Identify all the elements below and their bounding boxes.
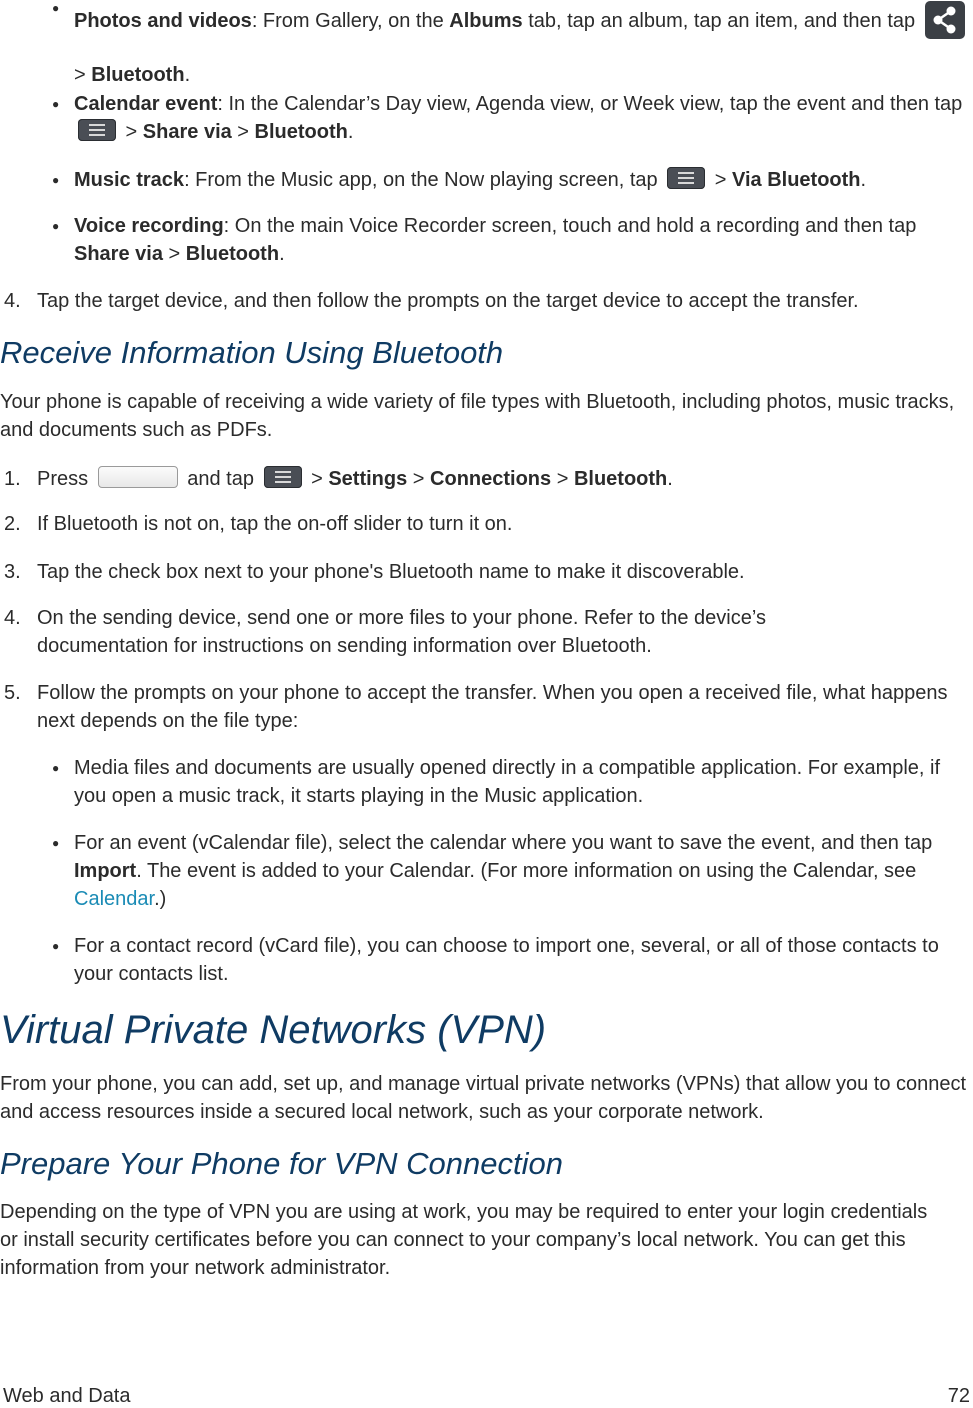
separator: > [74,64,92,86]
bullet-dot: ● [52,219,60,233]
via-bluetooth-label: Via Bluetooth [731,169,861,191]
prepare-text: Depending on the type of VPN you are using at work, you may be required to enter your login credentials or install security certificates before you can connect to your company’s local network. You can get this information from your network administrator. [0,1201,928,1279]
receive-step-3 [0,558,950,586]
separator: > [120,121,143,143]
bullet-dot: ● [52,97,60,111]
step-number: 4. [4,607,21,629]
separator: > [231,121,255,143]
home-key-icon [98,466,178,488]
share-via-label: Share via [142,121,232,143]
step-text: Press [37,468,94,490]
footer-section-title: Web and Data [3,1385,131,1407]
step-number: 4. [4,290,21,312]
step-text: Follow the prompts on your phone to accept the transfer. When you open a received file, what happens next depends on the file type: [37,682,948,732]
bullet-dot: ● [52,836,60,850]
settings-label: Settings [328,468,408,490]
separator: > [551,468,574,490]
step-text: Tap the check box next to your phone's Bluetooth name to make it discoverable. [37,561,745,583]
step-text: If Bluetooth is not on, tap the on-off slider to turn it on. [37,513,513,535]
bullet-text: : From Gallery, on the [251,10,450,32]
bullet-title: Voice recording [74,215,224,237]
bullet-dot: ● [52,939,60,953]
calendar-link[interactable]: Calendar [74,888,155,910]
subbullet-media [52,754,952,810]
share-via-label: Share via [74,243,163,265]
receive-step-2 [0,510,950,538]
step-text: On the sending device, send one or more files to your phone. Refer to the device’s documentation for instructions on sending information over Bluetooth. [37,607,766,657]
page-number: 72 [947,1385,970,1407]
bullet-voice-recording [52,212,970,268]
albums-label: Albums [449,10,523,32]
step-number: 5. [4,682,21,704]
step-text: and tap [181,468,260,490]
step-4-send [0,287,950,315]
bullet-text: . [860,169,867,191]
bullet-text: For an event (vCalendar file), select the calendar where you want to save the event, and then tap [74,832,933,854]
share-icon [925,1,965,39]
bullet-text: : From the Music app, on the Now playing screen, tap [184,169,664,191]
bullet-text: For a contact record (vCard file), you can choose to import one, several, or all of those contacts to your contacts list. [74,935,939,985]
receive-step-1 [0,465,950,493]
separator: > [305,468,329,490]
bluetooth-label: Bluetooth [254,121,348,143]
step-text: Tap the target device, and then follow the prompts on the target device to accept the transfer. [37,290,859,312]
bullet-text: tab, tap an album, tap an item, and then tap [522,10,921,32]
bullet-title: Photos and videos [74,10,252,32]
bullet-text: . [279,243,285,265]
bullet-music-track [52,166,970,194]
receive-intro: Your phone is capable of receiving a wide variety of file types with Bluetooth, including photos, music tracks, and documents such as PDFs. [0,391,955,441]
bullet-dot: ● [52,1,60,15]
subbullet-vcalendar [52,829,952,913]
bullet-dot: ● [52,173,60,187]
bluetooth-label: Bluetooth [91,64,185,86]
separator: > [162,243,186,265]
section-heading-vpn: Virtual Private Networks (VPN) [0,1008,547,1052]
receive-step-5 [0,679,960,735]
import-label: Import [74,860,137,882]
bullet-title: Music track [74,169,185,191]
subbullet-vcard [52,932,952,988]
receive-step-4 [0,604,860,660]
bluetooth-label: Bluetooth [185,243,280,265]
bullet-text: : In the Calendar’s Day view, Agenda view, or Week view, tap the event and then tap [217,93,963,115]
bullet-text: .) [154,888,167,910]
bullet-dot: ● [52,761,60,775]
vpn-intro: From your phone, you can add, set up, and manage virtual private networks (VPNs) that allow you to connect and access resources inside a secured local network, such as your corporate network. [0,1073,967,1123]
separator: > [407,468,431,490]
connections-label: Connections [430,468,552,490]
bullet-text: . [347,121,354,143]
menu-icon [264,466,302,488]
step-number: 1. [4,468,21,490]
bullet-calendar-event [52,90,970,146]
bullet-text: . The event is added to your Calendar. (For more information on using the Calendar, see [136,860,917,882]
section-heading-prepare: Prepare Your Phone for VPN Connection [0,1146,563,1181]
bullet-text: : On the main Voice Recorder screen, touch and hold a recording and then tap [223,215,917,237]
menu-icon [667,167,705,189]
bullet-title: Calendar event [74,93,218,115]
menu-icon [78,119,116,141]
separator: > [709,169,732,191]
step-text: . [667,468,673,490]
bullet-text: . [184,64,191,86]
bullet-photos-videos [52,0,970,102]
step-number: 2. [4,513,21,535]
bullet-text: Media files and documents are usually opened directly in a compatible application. For example, if you open a music track, it starts playing in the Music application. [74,757,941,807]
bluetooth-label: Bluetooth [573,468,668,490]
step-number: 3. [4,561,21,583]
section-heading-receive: Receive Information Using Bluetooth [0,335,504,370]
